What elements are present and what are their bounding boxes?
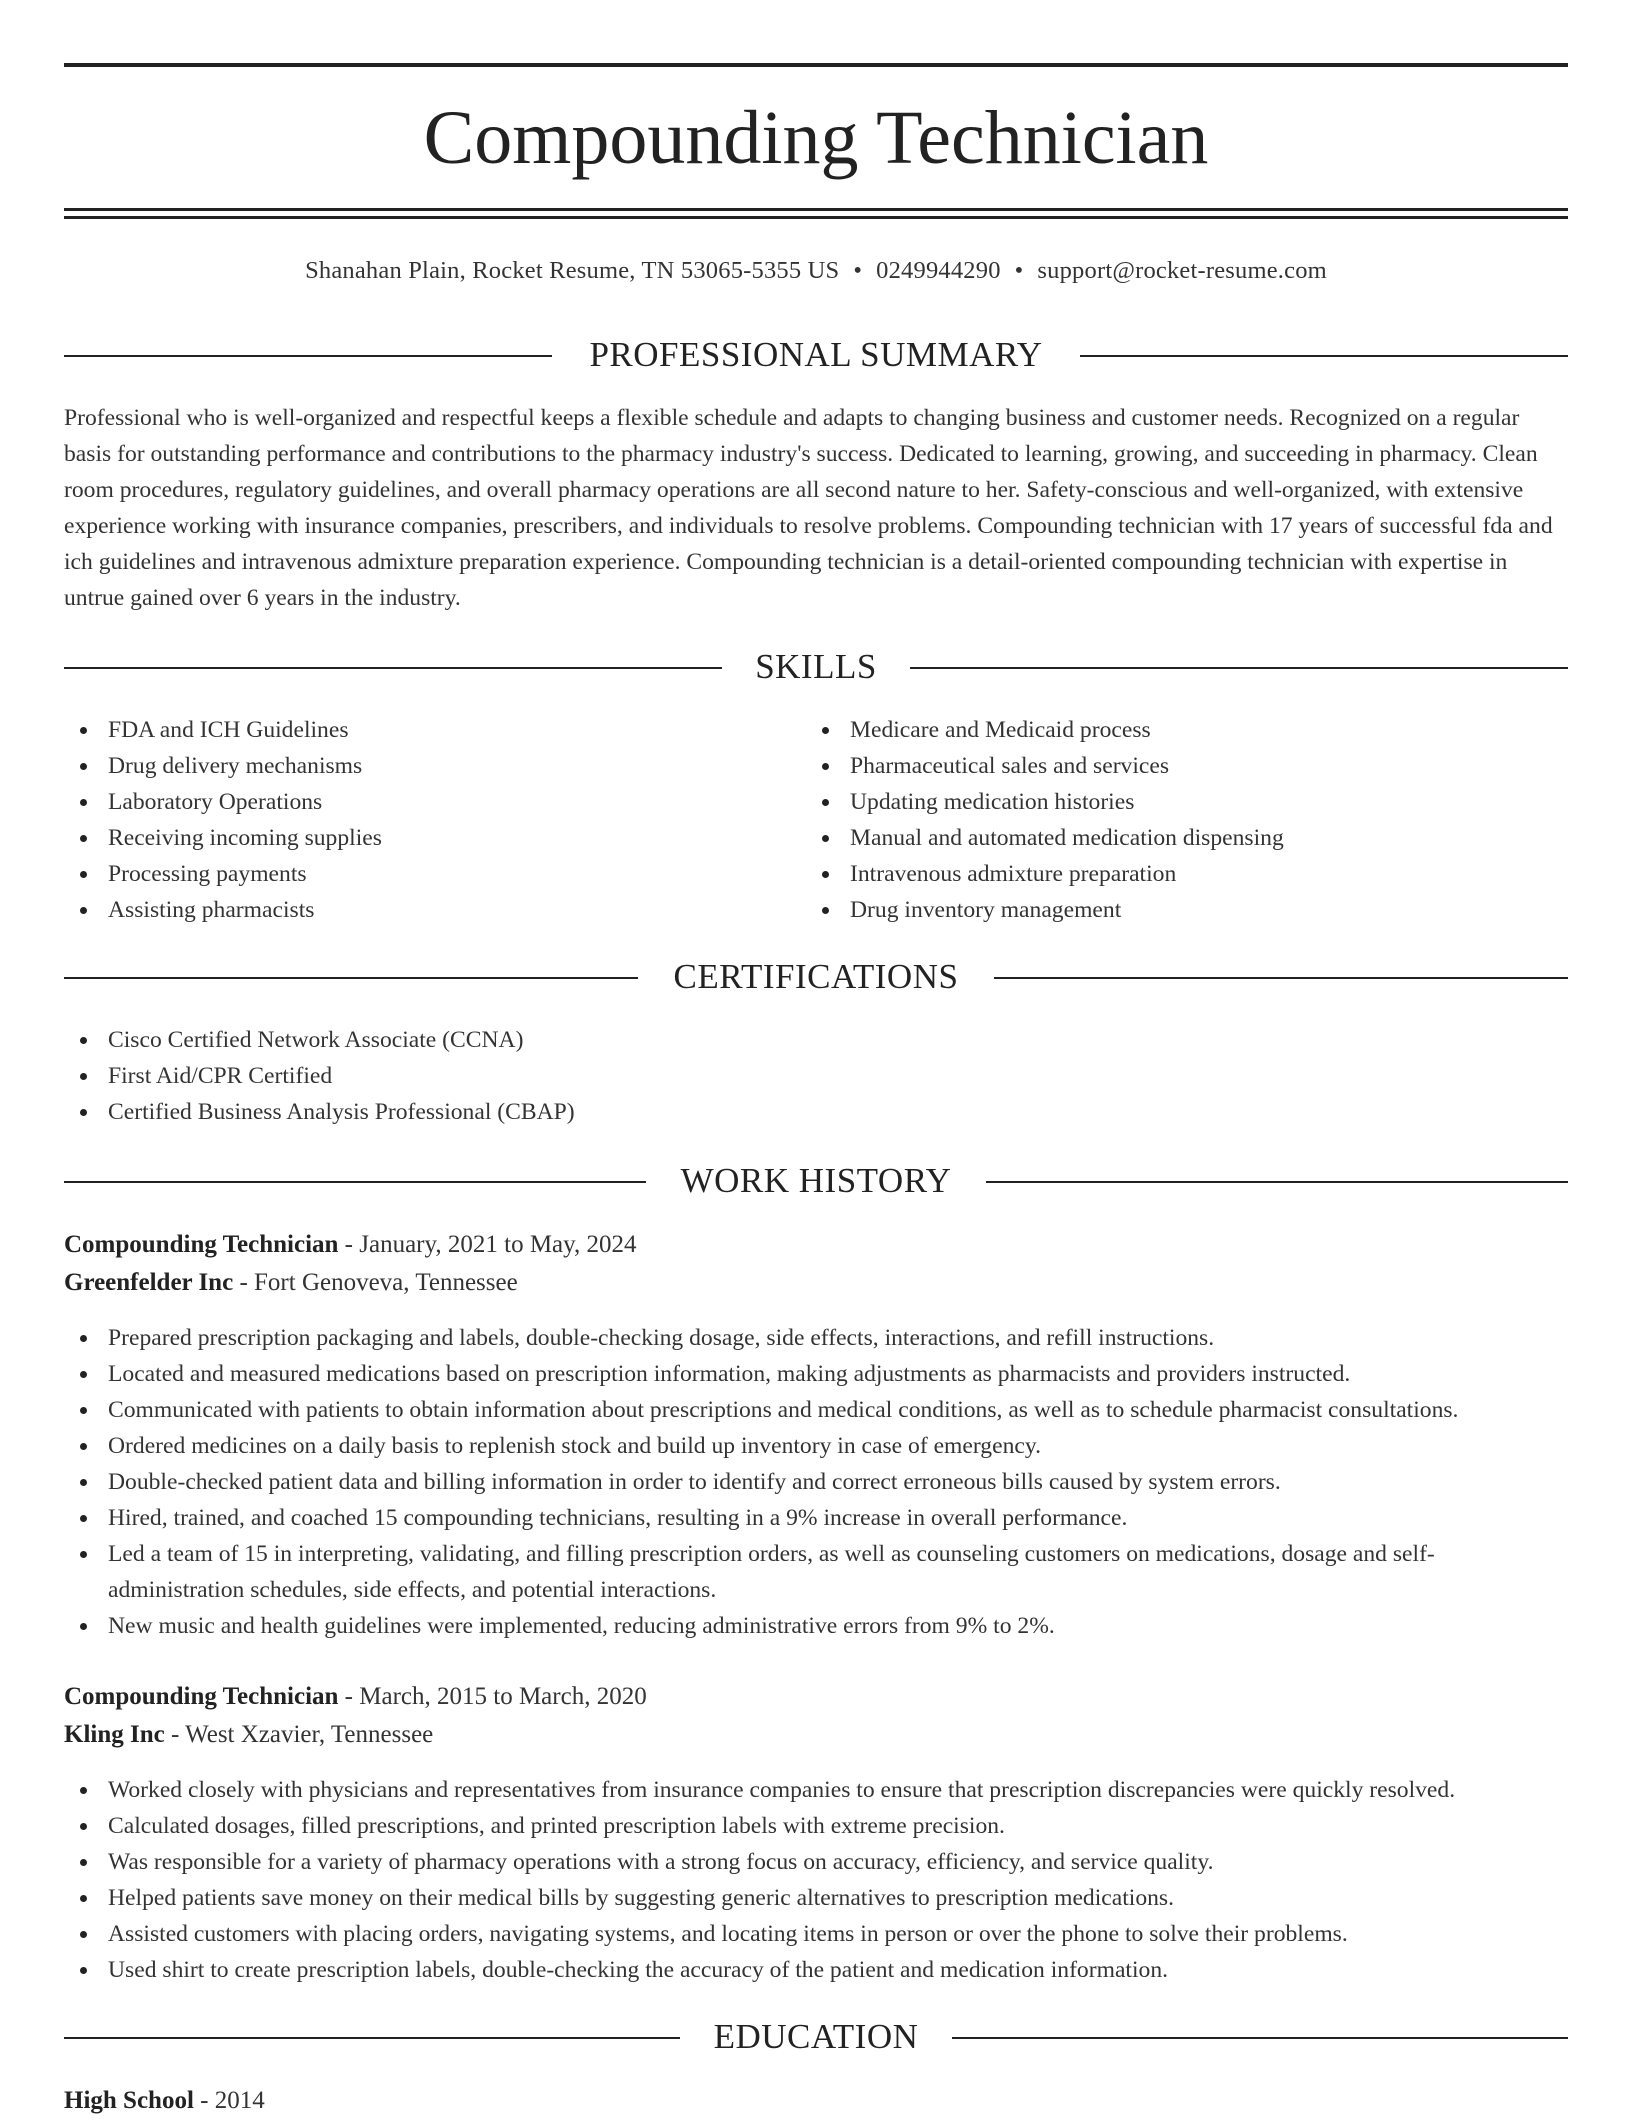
job-bullet: Communicated with patients to obtain information about prescriptions and medical conditions, as well as to schedule pharmacist consultations.: [64, 1392, 1568, 1428]
job-bullets: [64, 1320, 1568, 1644]
dash-separator: -: [239, 1269, 248, 1296]
title-rule-upper: [64, 208, 1568, 211]
contact-separator: •: [1014, 257, 1024, 284]
certification-item: Certified Business Analysis Professional (CBAP): [64, 1094, 1568, 1130]
section-header-certifications: [64, 952, 1568, 1002]
skill-item: Manual and automated medication dispensing: [806, 820, 1568, 856]
job-bullet: Led a team of 15 in interpreting, validating, and filling prescription orders, as well as counseling customers on medications, dosage and self-administration schedules, side effects, and potential interactions.: [64, 1536, 1568, 1608]
job-bullet: New music and health guidelines were implemented, reducing administrative errors from 9% to 2%.: [64, 1608, 1568, 1644]
education-entry: [64, 2082, 1568, 2120]
top-rule: [64, 63, 1568, 67]
job-dates: January, 2021 to May, 2024: [359, 1231, 637, 1258]
job-company: Kling Inc: [64, 1721, 165, 1748]
section-title-certifications: CERTIFICATIONS: [673, 957, 959, 996]
section-title-skills: SKILLS: [755, 647, 877, 686]
certification-item: First Aid/CPR Certified: [64, 1058, 1568, 1094]
job-title-line: [64, 1226, 1568, 1264]
dash-separator: -: [200, 2087, 209, 2114]
contact-line: [64, 254, 1568, 288]
job-bullet: Double-checked patient data and billing information in order to identify and correct erroneous bills caused by system errors.: [64, 1464, 1568, 1500]
job-company-line: [64, 1716, 1568, 1754]
contact-address: Shanahan Plain, Rocket Resume, TN 53065-5355 US: [305, 257, 840, 284]
job-bullet: Used shirt to create prescription labels, double-checking the accuracy of the patient and medication information.: [64, 1952, 1568, 1988]
skill-item: Pharmaceutical sales and services: [806, 748, 1568, 784]
skills-list-right: [806, 712, 1568, 928]
contact-separator: •: [853, 257, 863, 284]
job-bullet: Calculated dosages, filled prescriptions, and printed prescription labels with extreme precision.: [64, 1808, 1568, 1844]
job-bullet: Helped patients save money on their medical bills by suggesting generic alternatives to prescription medications.: [64, 1880, 1568, 1916]
job-bullet: Prepared prescription packaging and labels, double-checking dosage, side effects, interactions, and refill instructions.: [64, 1320, 1568, 1356]
skill-item: Updating medication histories: [806, 784, 1568, 820]
section-header-skills: [64, 642, 1568, 692]
job-bullet: Ordered medicines on a daily basis to replenish stock and build up inventory in case of emergency.: [64, 1428, 1568, 1464]
section-title-education: EDUCATION: [713, 2017, 919, 2056]
skill-item: Laboratory Operations: [64, 784, 804, 820]
job-bullet: Assisted customers with placing orders, navigating systems, and locating items in person or over the phone to solve their problems.: [64, 1916, 1568, 1952]
skill-item: Processing payments: [64, 856, 804, 892]
certification-item: Cisco Certified Network Associate (CCNA): [64, 1022, 1568, 1058]
job-bullet: Located and measured medications based on prescription information, making adjustments as pharmacists and providers instructed.: [64, 1356, 1568, 1392]
skill-item: Receiving incoming supplies: [64, 820, 804, 856]
summary-text: Professional who is well-organized and respectful keeps a flexible schedule and adapts to changing business and customer needs. Recognized on a regular basis for outstanding performance and contributions to the pharmacy industry's success. Dedicated to learning, growing, and succeeding in pharmacy. Clean room procedures, regulatory guidelines, and overall pharmacy operations are all second nature to her. Safety-conscious and well-organized, with extensive experience working with insurance companies, prescribers, and individuals to resolve problems. Compounding technician with 17 years of successful fda and ich guidelines and intravenous admixture preparation experience. Compounding technician is a detail-oriented compounding technician with expertise in untrue gained over 6 years in the industry.: [64, 405, 1553, 611]
title-rule-lower: [64, 216, 1568, 219]
job-company-line: [64, 1264, 1568, 1302]
section-title-work-history: WORK HISTORY: [680, 1161, 952, 1200]
section-header-summary: [64, 330, 1568, 380]
section-header-education: [64, 2012, 1568, 2062]
skill-item: FDA and ICH Guidelines: [64, 712, 804, 748]
dash-separator: -: [170, 1721, 180, 1748]
dash-separator: -: [344, 1231, 353, 1258]
job-dates: March, 2015 to March, 2020: [359, 1683, 647, 1710]
education-school: High School: [64, 2087, 194, 2114]
job-location: Fort Genoveva, Tennessee: [254, 1269, 518, 1296]
job-bullet: Was responsible for a variety of pharmacy operations with a strong focus on accuracy, efficiency, and service quality.: [64, 1844, 1568, 1880]
certifications-list: [64, 1022, 1568, 1130]
job-title: Compounding Technician: [64, 1231, 339, 1258]
dash-separator: -: [344, 1683, 353, 1710]
skill-item: Medicare and Medicaid process: [806, 712, 1568, 748]
job-title: Compounding Technician: [64, 1683, 339, 1710]
resume-title: Compounding Technician: [423, 96, 1209, 180]
job-bullet: Worked closely with physicians and representatives from insurance companies to ensure that prescription discrepancies were quickly resolved.: [64, 1772, 1568, 1808]
skill-item: Intravenous admixture preparation: [806, 856, 1568, 892]
education-year: 2014: [214, 2087, 265, 2114]
contact-phone: 0249944290: [876, 257, 1001, 284]
job-bullet: Hired, trained, and coached 15 compounding technicians, resulting in a 9% increase in overall performance.: [64, 1500, 1568, 1536]
section-header-work-history: [64, 1156, 1568, 1206]
skill-item: Assisting pharmacists: [64, 892, 804, 928]
skill-item: Drug delivery mechanisms: [64, 748, 804, 784]
skills-list-left: [64, 712, 804, 928]
job-company: Greenfelder Inc: [64, 1269, 234, 1296]
contact-email: support@rocket-resume.com: [1037, 257, 1327, 284]
skill-item: Drug inventory management: [806, 892, 1568, 928]
job-location: West Xzavier, Tennessee: [185, 1721, 434, 1748]
job-bullets: [64, 1772, 1568, 1988]
job-title-line: [64, 1678, 1568, 1716]
section-title-summary: PROFESSIONAL SUMMARY: [589, 335, 1043, 374]
